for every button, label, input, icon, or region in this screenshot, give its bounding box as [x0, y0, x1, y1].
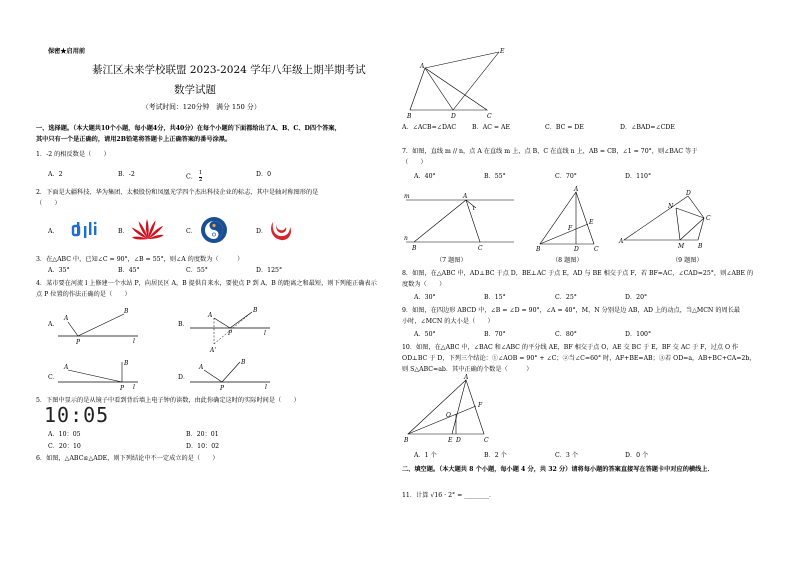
- q4-option-a: A．: [48, 321, 59, 328]
- figure7-caption: （7 题图）: [436, 257, 467, 264]
- q8-line2: 度数为（ ）: [402, 281, 446, 288]
- q3-option-b: B．45°: [118, 267, 140, 274]
- svg-text:C: C: [484, 437, 489, 444]
- q4-diagram-b: [190, 304, 270, 356]
- q6-option-c: C．BC = DE: [545, 124, 584, 131]
- svg-text:P: P: [228, 330, 233, 337]
- q7-diagram: [402, 190, 514, 256]
- svg-text:B: B: [536, 246, 541, 253]
- svg-text:D: D: [574, 246, 579, 253]
- huawei-logo-icon: [134, 217, 162, 243]
- svg-text:B: B: [407, 113, 412, 120]
- q9-diagram: [618, 190, 718, 256]
- label-P: P: [76, 339, 81, 346]
- svg-text:P: P: [120, 385, 125, 392]
- phoenix-logo-icon: [268, 218, 294, 244]
- svg-text:m: m: [404, 193, 410, 200]
- q9-option-b: B．70°: [484, 331, 506, 338]
- q9-option-a: A．50°: [414, 331, 436, 338]
- q7-option-a: A．40°: [414, 173, 436, 180]
- svg-text:M: M: [678, 243, 685, 250]
- q8-option-d: D．20°: [625, 294, 648, 301]
- svg-text:D: D: [686, 190, 691, 197]
- q6-option-a: A．∠ACB=∠DAC: [402, 124, 457, 131]
- svg-text:C: C: [706, 215, 711, 222]
- svg-text:D: D: [451, 113, 456, 120]
- svg-text:F: F: [478, 402, 483, 409]
- section1-intro-1: 一、选择题。（本大题共10个小题，每小题4分，共40分）在每个小题的下面都给出了A、B、C、D四个答案，: [36, 125, 341, 132]
- q10-line3: 则 S△ABC=ab．其中正确的个数是（ ）: [402, 366, 533, 373]
- q4-diagram-d: [190, 358, 270, 392]
- q4-diagram-c: [58, 358, 138, 392]
- svg-text:l: l: [265, 384, 267, 391]
- q9-option-c: C．80°: [555, 331, 577, 338]
- taiji-logo-icon: [200, 216, 228, 244]
- q2-option-a: A．: [48, 228, 59, 235]
- q3-option-a: A．35°: [48, 267, 70, 274]
- q5-option-a: A．10：05: [48, 431, 81, 438]
- svg-text:B: B: [241, 359, 246, 366]
- svg-text:l: l: [133, 384, 135, 391]
- figure9-caption: （9 题图）: [672, 257, 703, 264]
- q9-line1: 9．如图，在四边形 ABCD 中，∠B = ∠D = 90°，∠A = 40°，M，N 分别是边 AB，AD 上的动点，当△MCN 的周长最: [402, 307, 741, 314]
- q6-option-d: D．∠BAD=∠CDE: [620, 124, 675, 131]
- q6-option-b: B．AC = AE: [472, 124, 511, 131]
- q10-line2: OD⊥BC 于 D，下列三个结论：①∠AOB = 90° + ∠C；②当∠C=60° 时，AF+BE=AB；③若 OD=a，AB+BC+CA=2b，: [402, 355, 756, 362]
- q2-option-c: C．: [186, 228, 197, 235]
- svg-text:A: A: [574, 186, 579, 193]
- q8-diagram: [534, 188, 606, 256]
- q1-option-d: D．0: [256, 171, 272, 178]
- svg-text:A: A: [463, 193, 468, 200]
- exam-title: 綦江区未来学校联盟 2023-2024 学年八年级上期半期考试: [92, 64, 366, 76]
- svg-text:E: E: [448, 437, 453, 444]
- svg-text:B: B: [698, 243, 703, 250]
- q2-stem: 2．下面是大疆科技、华为集团、太极股份和凤凰光学四个杰出科技企业的标志，其中是轴对称图形的是: [36, 189, 319, 196]
- q10-option-b: B．2 个: [484, 452, 507, 459]
- label-l: l: [133, 338, 135, 345]
- svg-text:A': A': [210, 347, 216, 354]
- q4-option-d: D．: [178, 374, 190, 381]
- secret-label: 保密★启用前: [48, 48, 86, 55]
- svg-text:A: A: [64, 364, 69, 371]
- q11-stem: 11．计算 √16 · 2° = ________．: [402, 492, 496, 499]
- section1-intro-2: 其中只有一个是正确的，请用2B铅笔将答题卡上正确答案的番号涂黑。: [36, 136, 232, 143]
- svg-text:P: P: [220, 385, 225, 392]
- q4-line1: 4．某市要在河流 l 上修建一个水站 P，向居民区 A，B 提供自来水，要使点 P 到 A，B 的距离之和最短，则下列能正确表示: [36, 280, 377, 287]
- q7-paren: （ ）: [402, 159, 427, 166]
- svg-text:A: A: [199, 364, 204, 371]
- q9-line2: 小时，∠MCN 的大小是（ ）: [402, 318, 494, 325]
- q2-option-b: B．: [118, 228, 129, 235]
- q6-stem: 6．如图，△ABC≌△ADE，则下列结论中不一定成立的是（ ）: [36, 455, 219, 462]
- svg-text:D: D: [456, 437, 461, 444]
- q4-line2: 点 P 位置的作法正确的是（ ）: [36, 291, 131, 298]
- svg-text:E: E: [500, 48, 505, 55]
- q3-option-c: C．55°: [186, 267, 208, 274]
- q10-line1: 10．如图，在△ABC 中，∠BAC 和∠ABC 的平分线 AE，BF 相交于点 O，AE 交 BC 于 E，BF 交 AC 于 F，过点 O 作: [402, 344, 739, 351]
- q4-diagram-a: [58, 306, 138, 346]
- svg-text:A: A: [208, 312, 213, 319]
- mirror-clock-display: 10:05: [44, 403, 110, 427]
- svg-text:B: B: [404, 437, 409, 444]
- svg-text:O: O: [446, 412, 451, 419]
- dji-logo-icon: [70, 221, 106, 241]
- svg-text:N: N: [668, 203, 674, 210]
- q6-diagram: [405, 48, 510, 120]
- q4-option-c: C．: [48, 374, 59, 381]
- q3-stem: 3．在△ABC 中，已知∠C = 90°，∠B = 55°，则∠A 的度数为（ ）: [36, 256, 244, 263]
- q5-option-d: D．10：02: [186, 443, 220, 450]
- svg-text:l: l: [264, 330, 266, 337]
- q10-diagram: [402, 376, 514, 448]
- exam-subject: 数学试题: [174, 84, 216, 96]
- svg-text:F: F: [568, 225, 573, 232]
- svg-text:B: B: [412, 245, 417, 252]
- exam-info: （考试时间：120分钟 满分 150 分）: [142, 103, 261, 111]
- q1-option-c: C． $\frac{1}{2}$: [186, 170, 203, 183]
- q7-option-d: D．110°: [625, 173, 652, 180]
- q1-stem: 1．-2 的相反数是（ ）: [36, 151, 110, 158]
- q1-option-b: B．-2: [118, 171, 135, 178]
- q2-option-d: D．: [256, 228, 268, 235]
- figure8-caption: （8 题图）: [552, 257, 583, 264]
- svg-text:A: A: [619, 238, 624, 245]
- svg-text:A: A: [420, 63, 425, 70]
- svg-text:n: n: [404, 235, 408, 242]
- q10-option-d: D．0 个: [625, 452, 649, 459]
- q7-option-b: B．55°: [484, 173, 506, 180]
- q8-option-a: A．30°: [414, 294, 436, 301]
- q2-paren: （ ）: [36, 200, 61, 207]
- q3-option-d: D．125°: [256, 267, 283, 274]
- label-B: B: [124, 308, 129, 315]
- q10-option-c: C．3 个: [555, 452, 579, 459]
- q9-option-d: D．100°: [625, 331, 652, 338]
- svg-text:C: C: [478, 245, 483, 252]
- svg-text:A: A: [464, 374, 469, 381]
- q1-option-a: A．2: [48, 171, 63, 178]
- svg-text:C: C: [594, 246, 599, 253]
- section2-intro: 二、填空题。（本大题共 8 个小题，每小题 4 分，共 32 分）请将每小题的答案直接写在答题卡中对应的横线上．: [402, 466, 714, 473]
- label-A: A: [64, 315, 69, 322]
- q5-option-c: C．20：10: [48, 443, 81, 450]
- q8-option-c: C．25°: [555, 294, 577, 301]
- svg-text:E: E: [589, 219, 594, 226]
- q4-option-b: B．: [178, 321, 189, 328]
- q8-option-b: B．15°: [484, 294, 506, 301]
- svg-text:B: B: [253, 307, 258, 314]
- q5-option-b: B．20：01: [186, 431, 219, 438]
- q10-option-a: A．1 个: [414, 452, 437, 459]
- q7-stem: 7．如图，直线 m // n，点 A 在直线 m 上，点 B、C 在直线 n 上，AB = CB，∠1 = 70°，则∠BAC 等于: [402, 148, 698, 155]
- svg-text:1: 1: [472, 206, 476, 212]
- q7-option-c: C．70°: [555, 173, 577, 180]
- q5-stem: 5．下图中显示的是从镜子中看到背后墙上电子钟的读数，由此你确定这时的实际时间是（ ）: [36, 397, 300, 404]
- q8-line1: 8．如图，在△ABC 中，AD⊥BC 于点 D，BE⊥AC 于点 E，AD 与 BE 相交于点 F，若 BF=AC，∠CAD=25°，则∠ABE 的: [402, 270, 754, 277]
- svg-text:B: B: [124, 360, 129, 367]
- svg-text:C: C: [487, 113, 492, 120]
